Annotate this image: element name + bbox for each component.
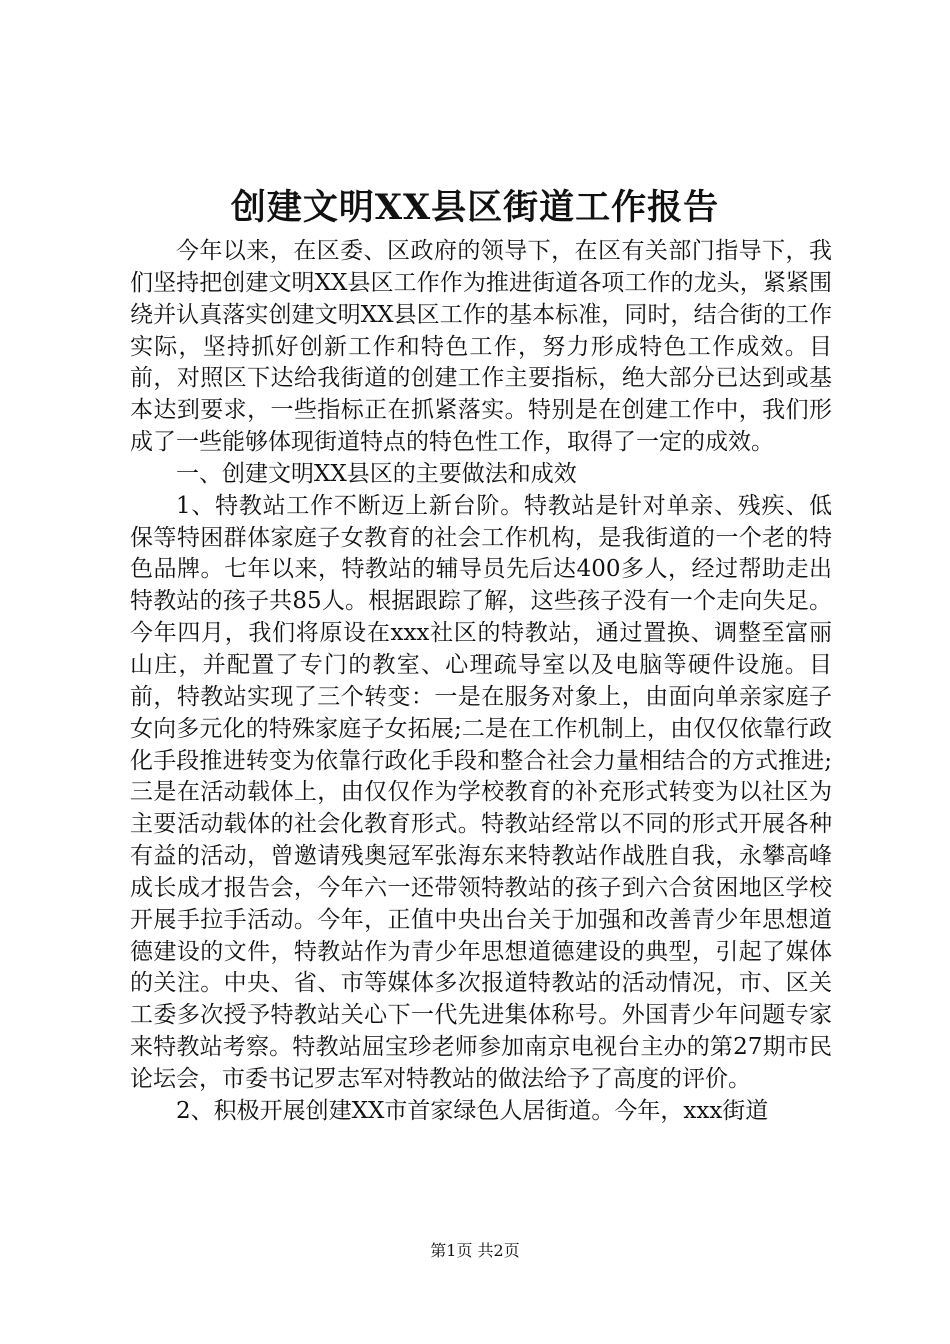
- document-body: [130, 236, 832, 1128]
- document-title: 创建文明XX县区街道工作报告: [230, 187, 720, 228]
- section-heading: 一、创建文明XX县区的主要做法和成效: [176, 460, 577, 487]
- paragraph-green-residence: 2、积极开展创建XX市首家绿色人居街道。今年，xxx街道: [176, 1097, 769, 1124]
- paragraph-special-education: 1、特教站工作不断迈上新台阶。特教站是针对单亲、残疾、低保等特困群体家庭子女教育的社会工作机构，是我街道的一个老的特色品牌。七年以来，特教站的辅导员先后达400多人，经过帮助走出特教站的孩子共85人。根据跟踪了解，这些孩子没有一个走向失足。今年四月，我们将原设在xxx社区的特教站，通过置换、调整至富丽山庄，并配置了专门的教室、心理疏导室以及电脑等硬件设施。目前，特教站实现了三个转变：一是在服务对象上，由面向单亲家庭子女向多元化的特殊家庭子女拓展;二是在工作机制上，由仅仅依靠行政化手段推进转变为依靠行政化手段和整合社会力量相结合的方式推进;三是在活动载体上，由仅仅作为学校教育的补充形式转变为以社区为主要活动载体的社会化教育形式。特教站经常以不同的形式开展各种有益的活动，曾邀请残奥冠军张海东来特教站作战胜自我，永攀高峰成长成才报告会，今年六一还带领特教站的孩子到六合贫困地区学校开展手拉手活动。今年，正值中央出台关于加强和改善青少年思想道德建设的文件，特教站作为青少年思想道德建设的典型，引起了媒体的关注。中央、省、市等媒体多次报道特教站的活动情况，市、区关工委多次授予特教站关心下一代先进集体称号。外国青少年问题专家来特教站考察。特教站屈宝珍老师参加南京电视台主办的第27期市民论坛会，市委书记罗志军对特教站的做法给予了高度的评价。: [130, 492, 832, 1092]
- page-number: 第1页 共2页: [430, 1241, 520, 1260]
- paragraph-intro: 今年以来，在区委、区政府的领导下，在区有关部门指导下，我们坚持把创建文明XX县区工作作为推进街道各项工作的龙头，紧紧围绕并认真落实创建文明XX县区工作的基本标准，同时，结合街的工作实际，坚持抓好创新工作和特色工作，努力形成特色工作成效。目前，对照区下达给我街道的创建工作主要指标，绝大部分已达到或基本达到要求，一些指标正在抓紧落实。特别是在创建工作中，我们形成了一些能够体现街道特点的特色性工作，取得了一定的成效。: [130, 238, 832, 456]
